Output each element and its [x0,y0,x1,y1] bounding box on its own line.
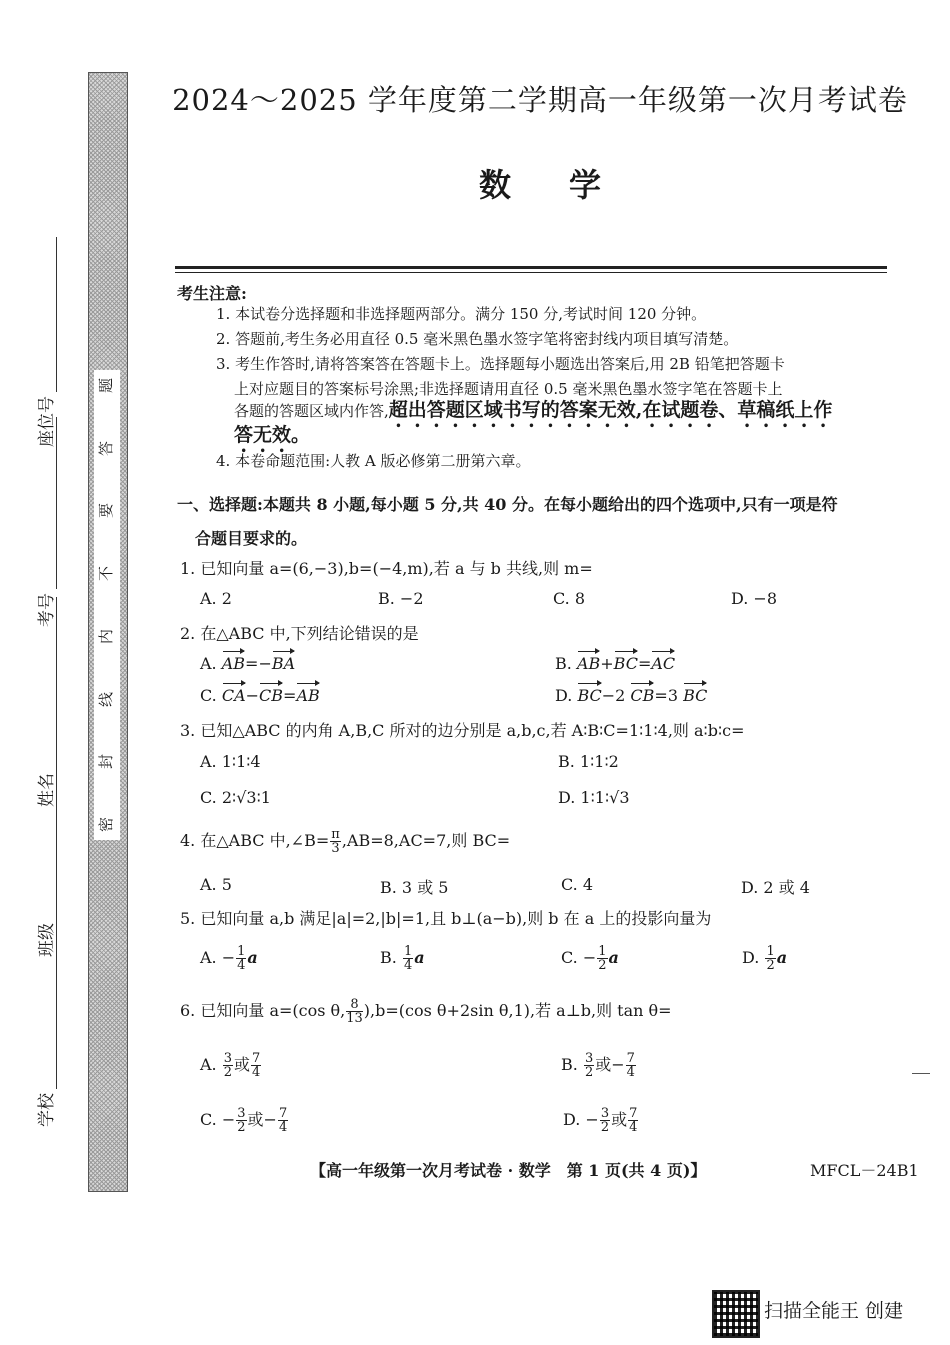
name-field[interactable]: 姓名 [33,597,57,807]
notice-heading: 考生注意: [177,284,247,303]
q3-option-b[interactable]: B. 1∶1∶2 [558,752,619,771]
seal-line-text: 题 答 要 不 内 线 封 密 [94,370,120,840]
q6-option-c[interactable]: C. − $\frac{3}{2}$ 或− $\frac{7}{4}$ [200,1106,288,1135]
school-field[interactable]: 学校 [33,917,57,1127]
notice-item-1: 1. 本试卷分选择题和非选择题两部分。满分 150 分,考试时间 120 分钟。 [216,305,707,323]
class-field[interactable]: 班级 [33,747,57,957]
paper-code: MFCL－24B1 [810,1161,919,1180]
question-6: 6. 已知向量 a=(cos θ, $\frac{8}{13}$ ),b=(cos θ+2sin θ,1),若 a⊥b,则 tan θ= [180,997,672,1026]
q3-option-c[interactable]: C. 2∶√3∶1 [200,788,271,807]
margin-mark [912,1073,930,1074]
q5-option-a[interactable]: A. − $\frac{1}{4}$ a [200,944,258,973]
question-5: 5. 已知向量 a,b 满足|a|=2,|b|=1,且 b⊥(a−b),则 b 在 a 上的投影向量为 [180,909,712,928]
q3-option-a[interactable]: A. 1∶1∶4 [200,752,261,771]
notice-emphasis: 超出答题区域书写的答案无效,在试题卷、草稿纸上作 [388,399,833,421]
exam-number-field[interactable]: 考号 [33,417,57,627]
notice-item-3-cont: 上对应题目的答案标号涂黑;非选择题请用直径 0.5 毫米黑色墨水签字笔在答题卡上 [234,380,783,398]
q1-option-a[interactable]: A. 2 [200,589,232,608]
page-footer: 【高一年级第一次月考试卷 · 数学 第 1 页(共 4 页)】 [310,1161,707,1180]
qr-code-icon [712,1290,760,1338]
q6-option-d[interactable]: D. − $\frac{3}{2}$ 或 $\frac{7}{4}$ [563,1106,638,1135]
question-4: 4. 在△ABC 中,∠B= $\frac{\pi}{3}$ ,AB=8,AC=7,则 BC= [180,827,511,856]
divider-thin [175,272,887,273]
q1-option-c[interactable]: C. 8 [553,589,586,608]
q2-option-b[interactable]: B. AB+BC=AC [555,654,676,673]
seat-number-field[interactable]: 座位号 [33,237,57,447]
q4-option-c[interactable]: C. 4 [561,875,594,894]
notice-item-3-cont2: 各题的答题区域内作答,超出答题区域书写的答案无效,在试题卷、草稿纸上作 [234,399,833,421]
subject-title: 数学 [478,166,659,204]
divider [175,266,887,269]
q1-option-d[interactable]: D. −8 [731,589,778,608]
question-1: 1. 已知向量 a=(6,−3),b=(−4,m),若 a 与 b 共线,则 m= [180,559,593,578]
q3-option-d[interactable]: D. 1∶1∶√3 [558,788,630,807]
page-title: 2024～2025 学年度第二学期高一年级第一次月考试卷 [172,83,908,117]
q5-option-d[interactable]: D. $\frac{1}{2}$ a [742,944,788,973]
q2-option-a[interactable]: A. AB=−BA [200,654,296,673]
q5-option-b[interactable]: B. $\frac{1}{4}$ a [380,944,425,973]
q4-option-b[interactable]: B. 3 或 5 [380,878,449,897]
q5-option-c[interactable]: C. − $\frac{1}{2}$ a [561,944,619,973]
notice-item-3: 3. 考生作答时,请将答案答在答题卡上。选择题每小题选出答案后,用 2B 铅笔把答题卡 [216,355,785,373]
notice-item-4: 4. 本卷命题范围:人教 A 版必修第二册第六章。 [216,452,531,470]
question-3: 3. 已知△ABC 的内角 A,B,C 所对的边分别是 a,b,c,若 A∶B∶C=1∶1∶4,则 a∶b∶c= [180,721,745,740]
q4-option-d[interactable]: D. 2 或 4 [741,878,810,897]
q6-option-a[interactable]: A. $\frac{3}{2}$ 或 $\frac{7}{4}$ [200,1051,261,1080]
q6-option-b[interactable]: B. $\frac{3}{2}$ 或− $\frac{7}{4}$ [561,1051,635,1080]
question-2: 2. 在△ABC 中,下列结论错误的是 [180,624,419,643]
scanner-watermark: 扫描全能王 创建 [764,1300,904,1322]
q2-option-c[interactable]: C. CA−CB=AB [200,686,320,705]
section-heading: 一、选择题:本题共 8 小题,每小题 5 分,共 40 分。在每小题给出的四个选项中,只有一项是符 合题目要求的。 [177,495,838,548]
q2-option-d[interactable]: D. BC−2 CB=3 BC [555,686,708,705]
q4-option-a[interactable]: A. 5 [200,875,232,894]
q1-option-b[interactable]: B. −2 [378,589,424,608]
notice-item-3-end: 答无效。 [234,424,311,446]
notice-item-2: 2. 答题前,考生务必用直径 0.5 毫米黑色墨水签字笔将密封线内项目填写清楚。 [216,330,739,348]
